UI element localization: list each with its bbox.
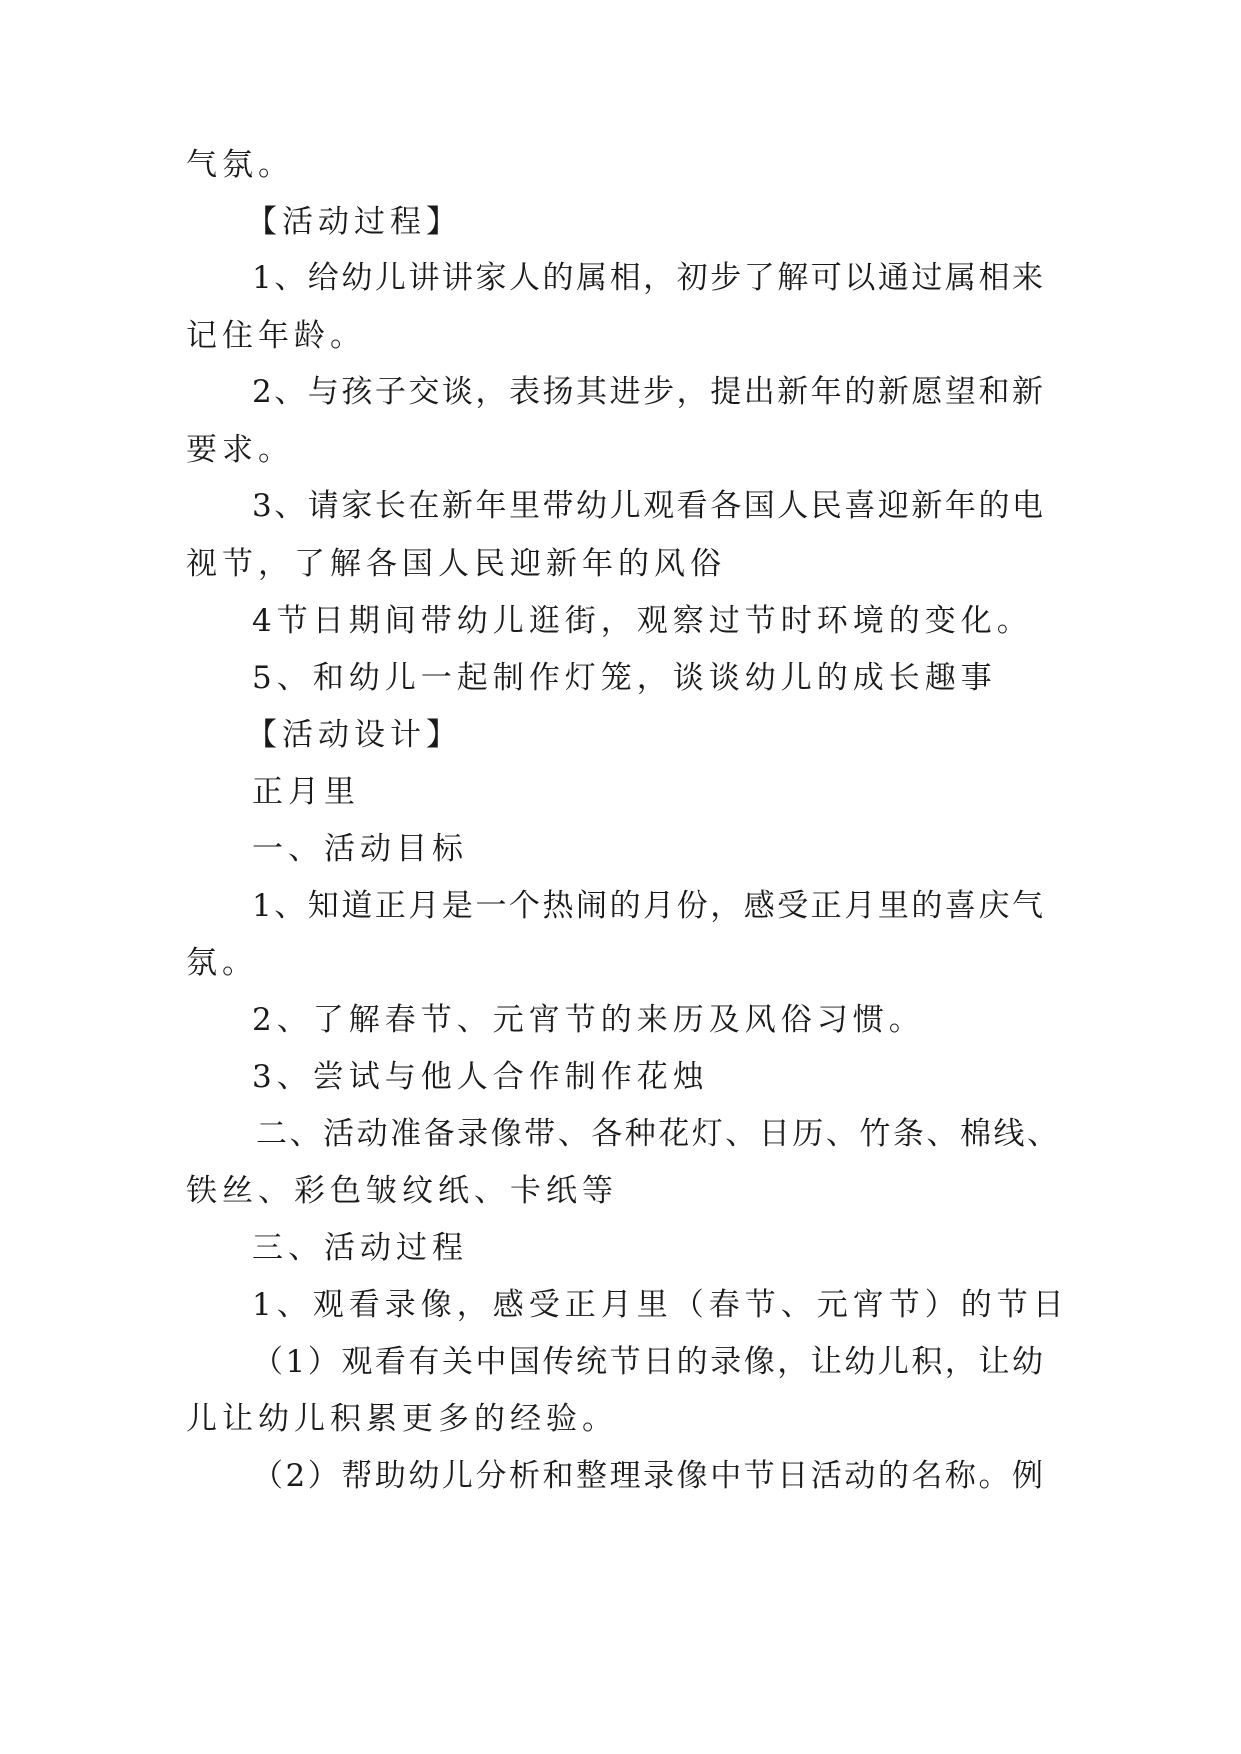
text-line: 2、与孩子交谈，表扬其进步，提出新年的新愿望和新 — [252, 374, 1043, 410]
section-heading: 三、活动过程 — [252, 1230, 468, 1266]
text-line: 气氛。 — [186, 147, 294, 183]
text-line: 1、给幼儿讲讲家人的属相，初步了解可以通过属相来 — [252, 260, 1043, 296]
text-line: 视节，了解各国人民迎新年的风俗 — [186, 546, 726, 582]
text-line: 儿让幼儿积累更多的经验。 — [186, 1401, 618, 1437]
text-line: 3、尝试与他人合作制作花烛 — [252, 1059, 709, 1095]
text-line: 要求。 — [186, 432, 294, 468]
text-line: （2）帮助幼儿分析和整理录像中节日活动的名称。例 — [252, 1458, 1043, 1494]
section-heading: 【活动过程】 — [246, 204, 462, 240]
text-line: 铁丝、彩色皱纹纸、卡纸等 — [186, 1173, 618, 1209]
subtitle: 正月里 — [252, 774, 360, 810]
text-line: 4节日期间带幼儿逛街，观察过节时环境的变化。 — [252, 603, 1033, 639]
text-line: （1）观看有关中国传统节日的录像，让幼儿积，让幼 — [252, 1344, 1043, 1380]
text-line: 氛。 — [186, 945, 258, 981]
text-line: 二、活动准备录像带、各种花灯、日历、竹条、棉线、 — [256, 1116, 1058, 1152]
text-line: 3、请家长在新年里带幼儿观看各国人民喜迎新年的电 — [252, 488, 1043, 524]
section-heading: 【活动设计】 — [246, 717, 462, 753]
section-heading: 一、活动目标 — [252, 831, 468, 867]
text-line: 2、了解春节、元宵节的来历及风俗习惯。 — [252, 1002, 925, 1038]
text-line: 记住年龄。 — [186, 318, 366, 354]
text-line: 5、和幼儿一起制作灯笼，谈谈幼儿的成长趣事 — [252, 660, 997, 696]
text-line: 1、知道正月是一个热闹的月份，感受正月里的喜庆气 — [252, 888, 1043, 924]
text-line: 1、观看录像，感受正月里（春节、元宵节）的节日 — [252, 1287, 1069, 1323]
